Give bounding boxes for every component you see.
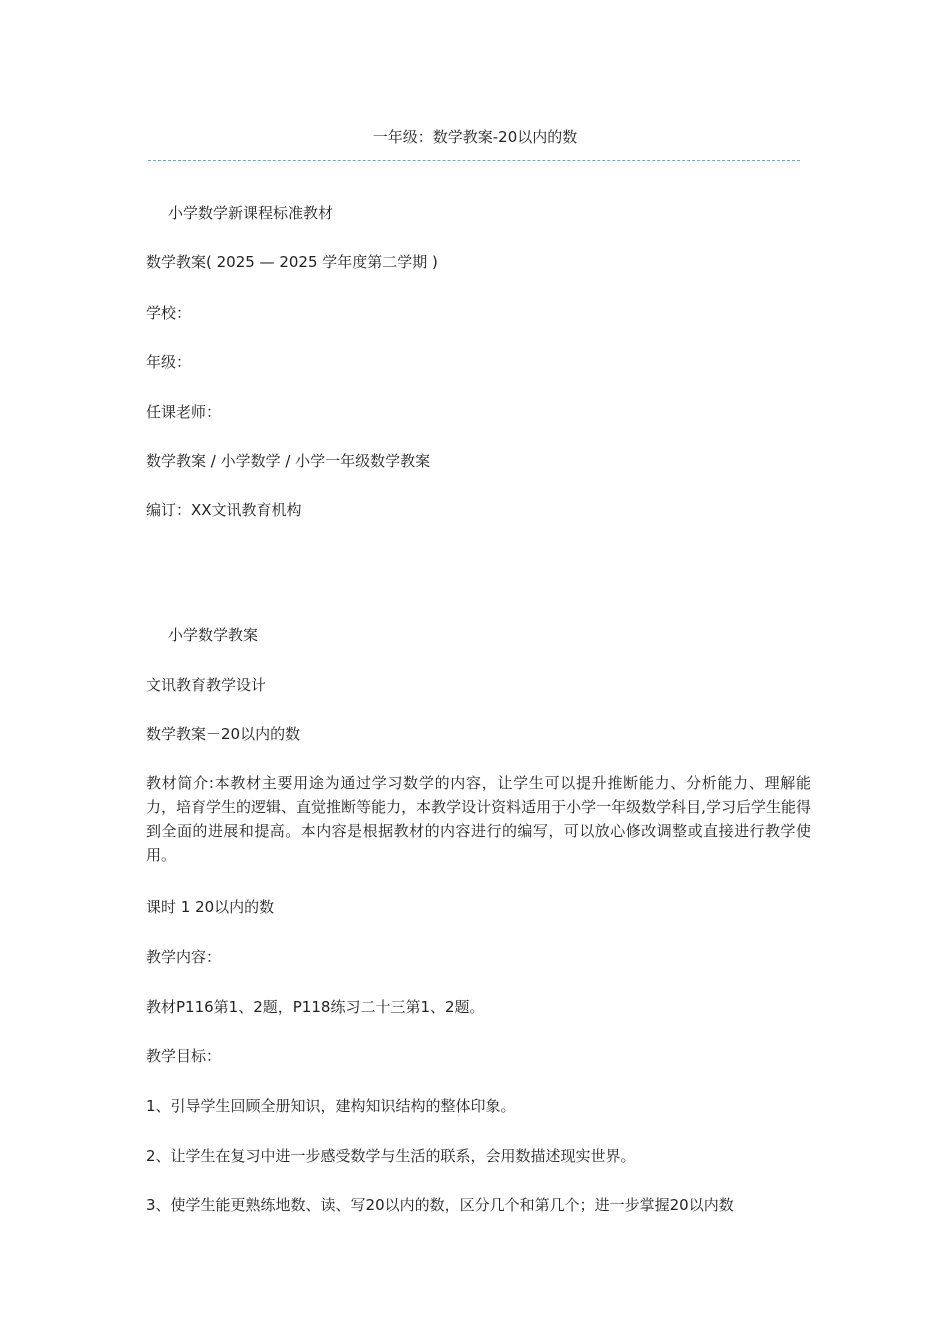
section-title: 小学数学教案: [168, 626, 259, 644]
teacher-label: 任课老师：: [146, 403, 222, 421]
plan-year-line: 数学教案( 2025 — 2025 学年度第二学期 ): [146, 253, 438, 271]
content-label: 教学内容：: [146, 948, 222, 966]
document-header-title: 一年级：数学教案-20以内的数: [372, 128, 578, 146]
goal-item: 1、引导学生回顾全册知识，建构知识结构的整体印象。: [146, 1097, 516, 1115]
school-label: 学校：: [146, 304, 192, 322]
grade-label: 年级：: [146, 353, 192, 371]
editor-line: 编订：XX文讯教育机构: [146, 501, 302, 519]
goals-label: 教学目标：: [146, 1047, 222, 1065]
goal-item: 3、使学生能更熟练地数、读、写20以内的数，区分几个和第几个；进一步掌握20以内数: [146, 1196, 734, 1214]
lesson-title: 数学教案－20以内的数: [146, 725, 301, 743]
header-divider: [148, 160, 800, 161]
category-path: 数学教案 / 小学数学 / 小学一年级数学教案: [146, 452, 431, 470]
intro-paragraph: 教材简介:本教材主要用途为通过学习数学的内容，让学生可以提升推断能力、分析能力、理解能力，培育学生的逻辑、直觉推断等能力，本教学设计资料适用于小学一年级数学科目,学习后学生能得到全面的进展和提高。本内容是根据教材的内容进行的编写，可以放心修改调整或直接进行教学使用。: [146, 774, 811, 864]
cover-subtitle: 小学数学新课程标准教材: [168, 204, 334, 222]
content-text: 教材P116第1、2题，P118练习二十三第1、2题。: [146, 998, 485, 1016]
design-line: 文讯教育教学设计: [146, 676, 267, 694]
lesson-hour: 课时 1 20以内的数: [146, 898, 275, 916]
goal-item: 2、让学生在复习中进一步感受数学与生活的联系，会用数描述现实世界。: [146, 1147, 636, 1165]
